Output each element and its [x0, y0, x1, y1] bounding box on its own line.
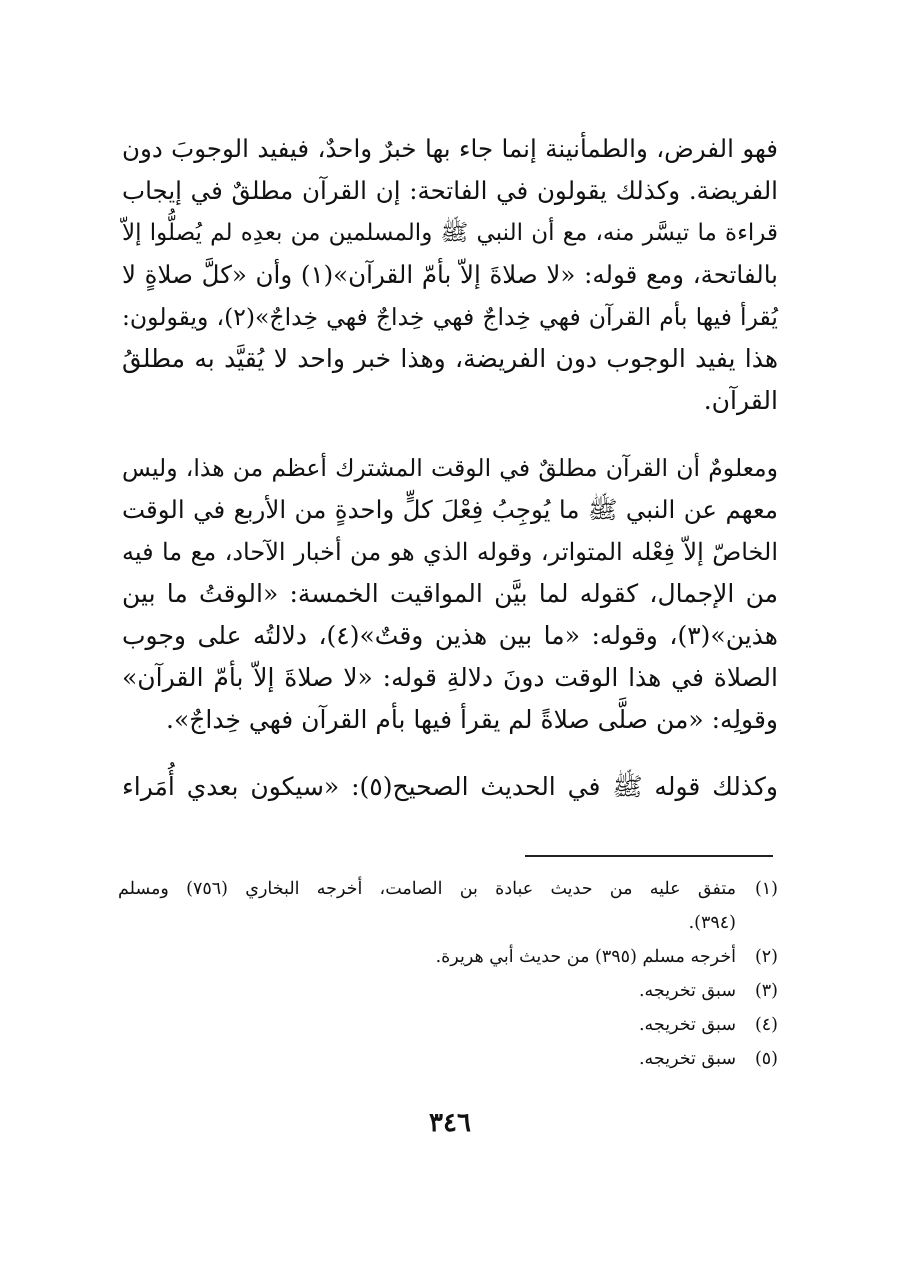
text-line: الخاصّ إلاّ فِعْله المتواتر، وقوله الذي هو من أخبار الآحاد، مع ما فيه	[122, 538, 778, 566]
paragraph	[122, 766, 778, 808]
text-line: الفريضة. وكذلك يقولون في الفاتحة: إن القرآن مطلقٌ في إيجاب	[122, 176, 778, 205]
text-line: فهو الفرض، والطمأنينة إنما جاء بها خبرٌ واحدٌ، فيفيد الوجوبَ دون	[122, 134, 778, 163]
footnote-text: سبق تخريجه.	[638, 1049, 736, 1069]
footnote-number: (٢)	[754, 947, 778, 967]
footnotes	[118, 872, 778, 1076]
footnote-text: سبق تخريجه.	[638, 1015, 736, 1035]
footnote	[118, 1008, 778, 1042]
footnote	[118, 1042, 778, 1076]
footnote	[118, 974, 778, 1008]
text-line: وكذلك قوله ﷺ في الحديث الصحيح(٥): «سيكون بعدي أُمَراء	[122, 772, 778, 801]
footnote-text: أخرجه مسلم (٣٩٥) من حديث أبي هريرة.	[435, 947, 736, 967]
footnote-text: (٣٩٤).	[688, 913, 736, 933]
paragraph	[122, 128, 778, 422]
text-line: قراءة ما تيسَّر منه، مع أن النبي ﷺ والمسلمين من بعدِه لم يُصلُّوا إلاّ	[122, 220, 778, 246]
footnote-number: (٣)	[754, 981, 778, 1001]
text-line: يُقرأ فيها بأم القرآن فهي خِداجٌ فهي خِداجٌ فهي خِداجٌ»(٢)، ويقولون:	[122, 303, 778, 331]
footnote-text: سبق تخريجه.	[638, 981, 736, 1001]
text-line: معهم عن النبي ﷺ ما يُوجِبُ فِعْلَ كلٍّ واحدةٍ من الأربع في الوقت	[122, 495, 778, 524]
text-line: من الإجمال، كقوله لما بيَّن المواقيت الخمسة: «الوقتُ ما بين	[122, 579, 778, 608]
paragraph	[122, 447, 778, 741]
text-line: بالفاتحة، ومع قوله: «لا صلاةَ إلاّ بأمّ القرآن»(١) وأن «كلَّ صلاةٍ لا	[122, 260, 779, 289]
footnote-separator	[525, 855, 773, 857]
footnote	[118, 940, 778, 974]
text-line: ومعلومٌ أن القرآن مطلقٌ في الوقت المشترك أعظم من هذا، وليس	[122, 454, 778, 482]
text-line: هذين»(٣)، وقوله: «ما بين هذين وقتٌ»(٤)، دلالتُه على وجوب	[122, 621, 778, 650]
text-line: وقولِه: «من صلَّى صلاةً لم يقرأ فيها بأم القرآن فهي خِداجٌ».	[166, 705, 778, 734]
text-line: هذا يفيد الوجوب دون الفريضة، وهذا خبر واحد لا يُقيَّد به مطلقُ	[122, 344, 778, 373]
footnote-text: متفق عليه من حديث عبادة بن الصامت، أخرجه البخاري (٧٥٦) ومسلم	[118, 879, 736, 899]
text-line: القرآن.	[703, 386, 778, 415]
footnote	[118, 872, 778, 940]
footnote-number: (٥)	[754, 1049, 778, 1069]
footnote-number: (٤)	[754, 1015, 778, 1035]
page-number: ٣٤٦	[429, 1108, 471, 1138]
text-line: الصلاة في هذا الوقت دونَ دلالةِ قوله: «لا صلاةَ إلاّ بأمّ القرآن»	[122, 663, 778, 692]
main-text	[122, 128, 778, 808]
footnote-number: (١)	[754, 879, 778, 899]
